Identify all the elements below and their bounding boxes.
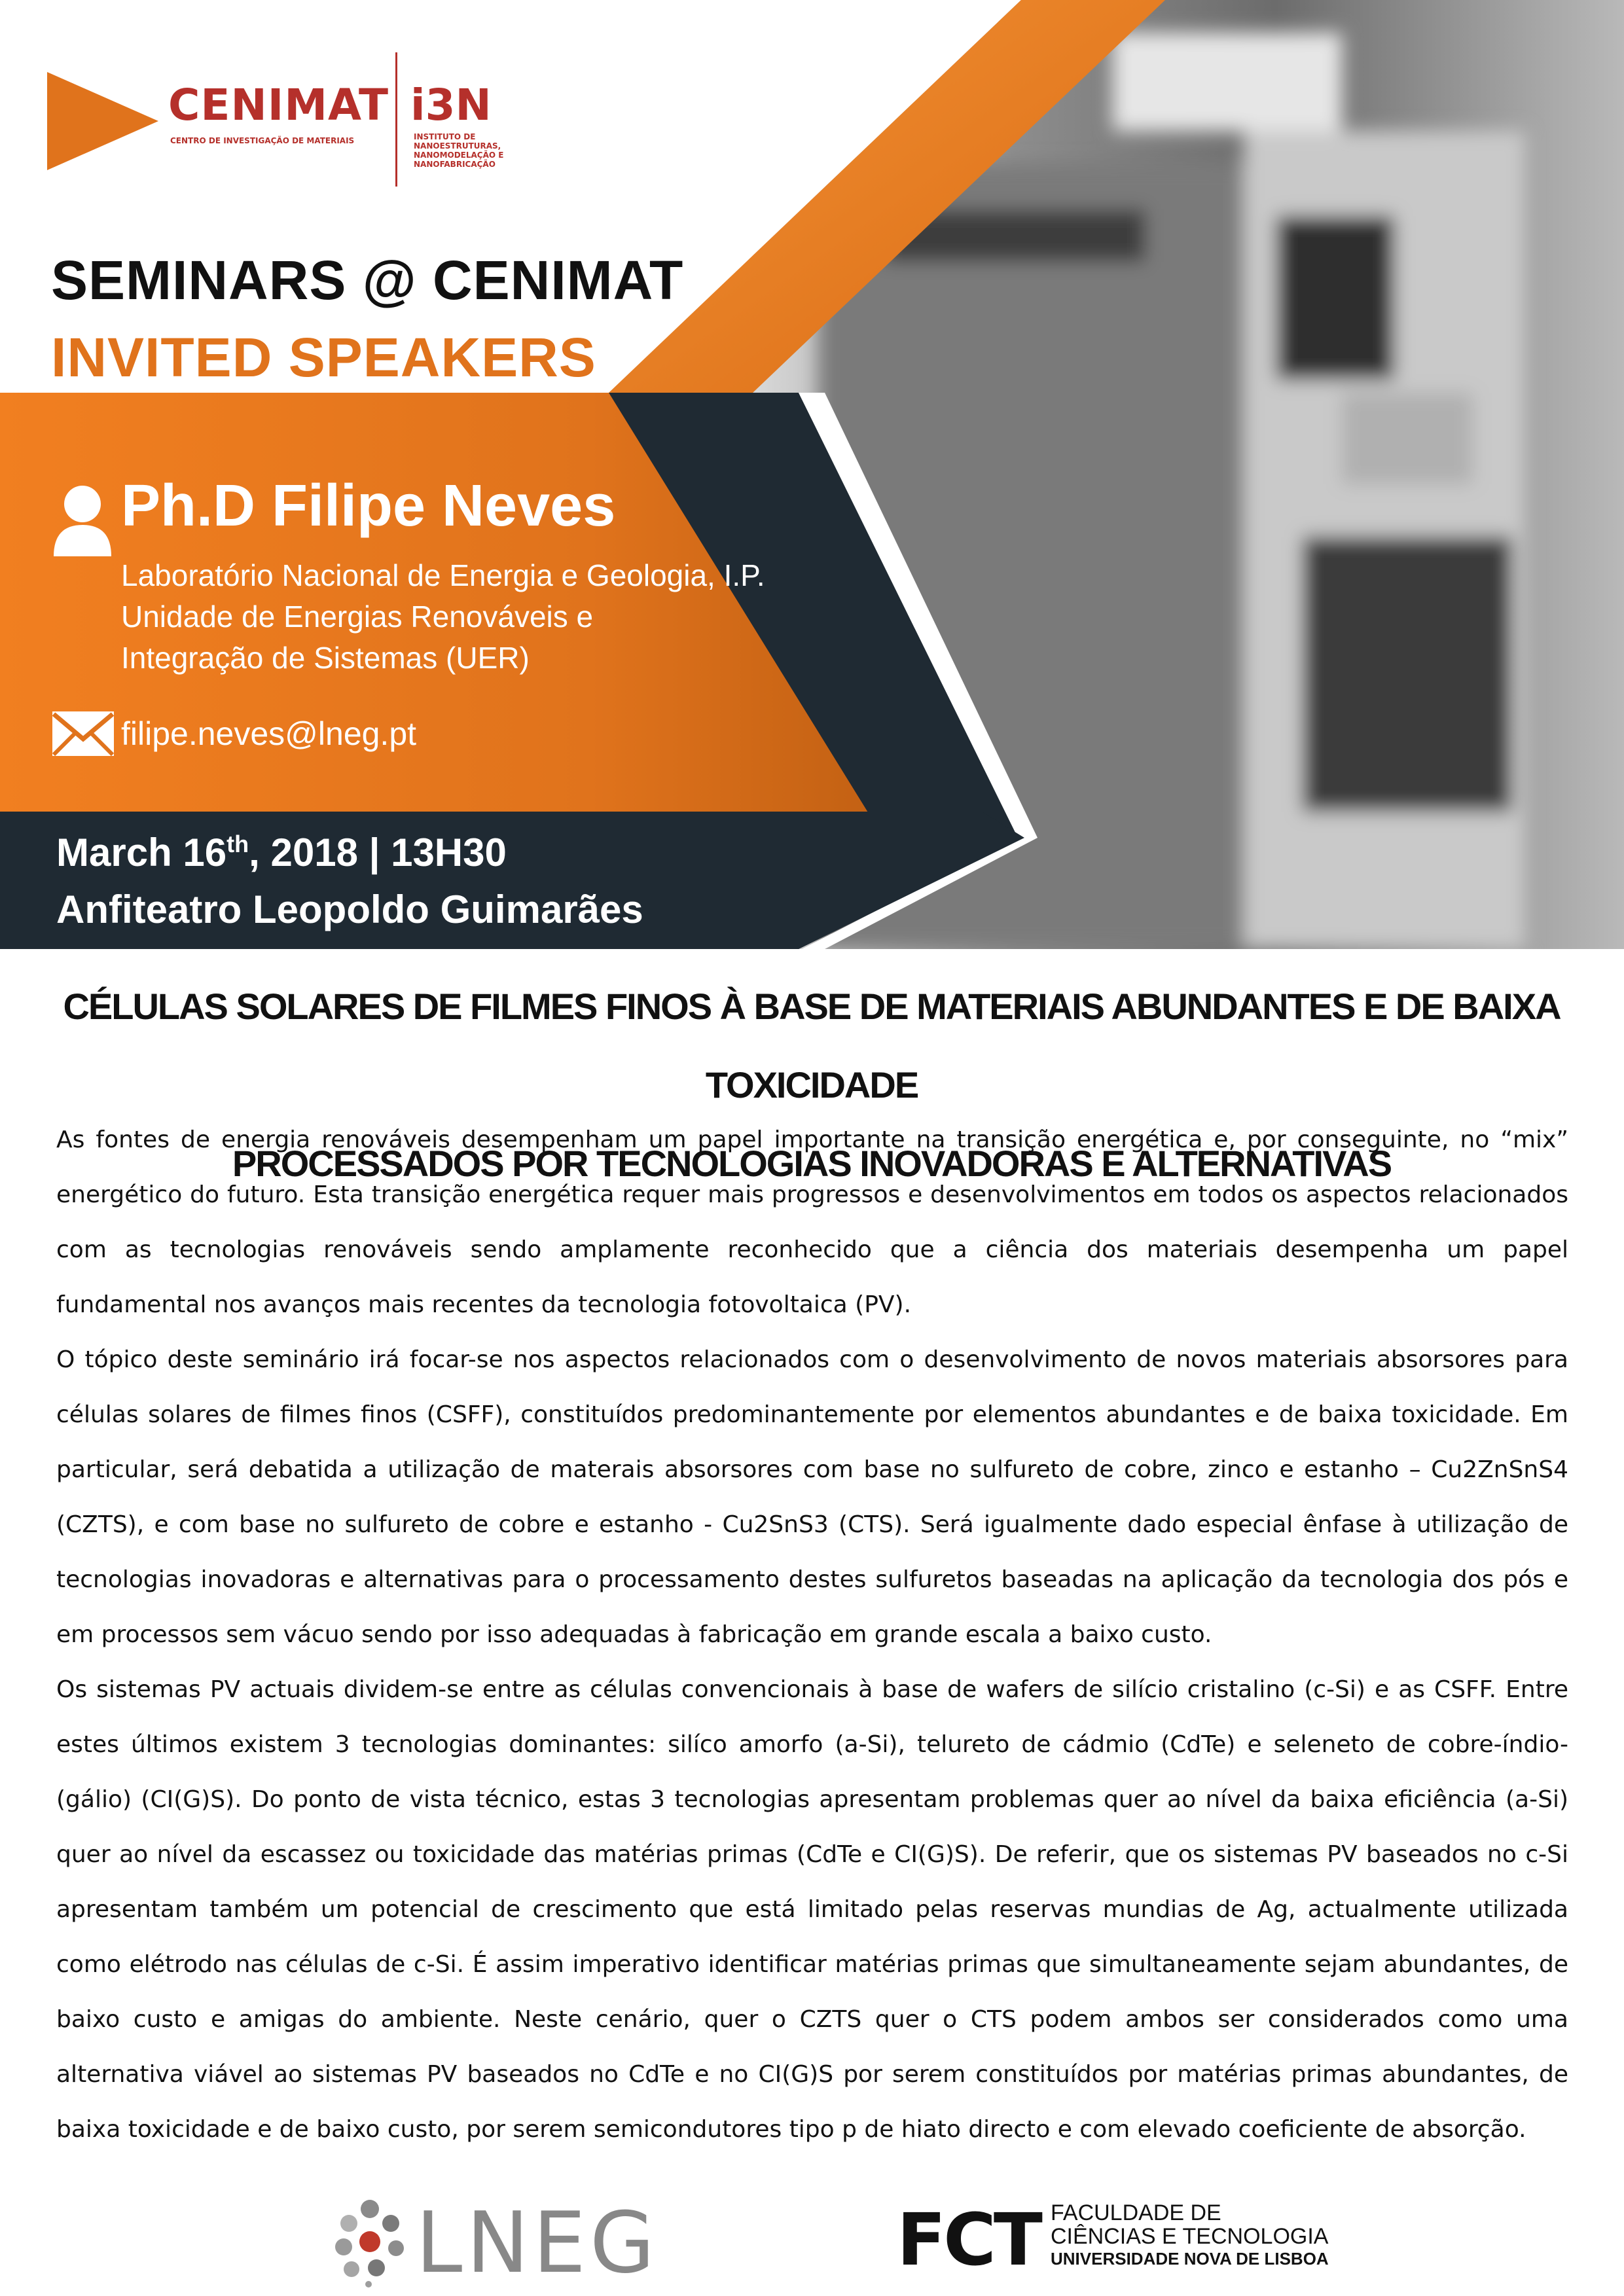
speaker-affiliation-line2: Unidade de Energias Renováveis e bbox=[121, 600, 594, 634]
lneg-dots-icon bbox=[331, 2196, 409, 2287]
cenimat-subtitle: CENTRO DE INVESTIGAÇÃO DE MATERIAIS bbox=[170, 136, 355, 145]
mail-icon bbox=[51, 710, 115, 757]
play-triangle-icon bbox=[47, 72, 158, 170]
lneg-logo bbox=[331, 2195, 659, 2292]
fct-line-3: UNIVERSIDADE NOVA DE LISBOA bbox=[1051, 2249, 1329, 2269]
event-venue: Anfiteatro Leopoldo Guimarães bbox=[56, 888, 643, 931]
event-date-time: , 2018 | 13H30 bbox=[249, 831, 507, 874]
talk-title-line2: PROCESSADOS POR TECNOLOGIAS INOVADORAS E ALTERNATIVAS bbox=[232, 1143, 1392, 1184]
cenimat-name: CENIMAT bbox=[168, 80, 389, 130]
abstract-paragraph-2: O tópico deste seminário irá focar-se nos aspectos relacionados com o desenvolvimento de novos materiais absorsores para células solares de filmes finos (CSFF), constituídos predominantemente por elementos abundantes e de baixa toxicidade. Em particular, será debatida a utilização de materais absorsores com base no sulfureto de cobre, zinco e estanho – Cu2ZnSnS4 (CZTS), e com base no sulfureto de cobre e estanho - Cu2SnS3 (CTS). Será igualmente dado especial ênfase à utilização de tecnologias inovadoras e alternativas para o processamento destes sulfuretos baseadas na aplicação da tecnologia dos pós e em processos sem vácuo sendo por isso adequadas à fabricação em grande escala a baixo custo. bbox=[56, 1346, 1568, 1648]
fct-name: FCT bbox=[897, 2198, 1040, 2282]
event-date-prefix: March 16 bbox=[56, 831, 227, 874]
logo-divider bbox=[395, 52, 397, 187]
person-icon bbox=[51, 483, 114, 556]
i3n-subtitle: INSTITUTO DE NANOESTRUTURAS, NANOMODELAÇÃO E NANOFABRICAÇÃO bbox=[414, 132, 504, 169]
event-date-suffix: th bbox=[226, 831, 249, 857]
abstract-paragraph-3: Os sistemas PV actuais dividem-se entre as células convencionais à base de wafers de silício cristalino (c-Si) e as CSFF. Entre estes últimos existem 3 tecnologias dominantes: silíco amorfo (a-Si), telureto de cádmio (CdTe) e seleneto de cobre-índio-(gálio) (CI(G)S). Do ponto de vista técnico, estas 3 tecnologias apresentam problemas quer ao nível da baixa eficiência (a-Si) quer ao nível da escassez ou toxicidade das matérias primas (CdTe e CI(G)S). De referir, que os sistemas PV baseados no c-Si apresentam também um potencial de crescimento que está limitado pelas reservas mundias de Ag, actualmente utilizada como elétrodo nas células de c-Si. É assim imperativo identificar matérias primas que simultaneamente sejam abundantes, de baixo custo e amigas do ambiente. Neste cenário, quer o CZTS quer o CTS podem ambos ser considerados como uma alternativa viável ao sistemas PV baseados no CdTe e no CI(G)S por serem constituídos por matérias primas abundantes, de baixa toxicidade e de baixo custo, por serem semicondutores tipo p de hiato directo e com elevado coeficiente de absorção. bbox=[56, 1676, 1568, 2143]
talk-title-line1: CÉLULAS SOLARES DE FILMES FINOS À BASE DE MATERIAIS ABUNDANTES E DE BAIXA TOXICIDADE bbox=[63, 986, 1561, 1105]
event-date bbox=[56, 830, 507, 875]
speaker-email[interactable]: filipe.neves@lneg.pt bbox=[121, 715, 417, 752]
speaker-affiliation-line1: Laboratório Nacional de Energia e Geologia, I.P. bbox=[121, 558, 765, 592]
fct-line-2: CIÊNCIAS E TECNOLOGIA bbox=[1051, 2224, 1329, 2249]
abstract bbox=[56, 1113, 1568, 2157]
series-subtitle: INVITED SPEAKERS bbox=[51, 327, 596, 388]
speaker-affiliation-line3: Integração de Sistemas (UER) bbox=[121, 641, 530, 675]
i3n-name: i3N bbox=[410, 80, 492, 130]
abstract-paragraph-1: As fontes de energia renováveis desempenham um papel importante na transição energética e, por conseguinte, no “mix” energético do futuro. Esta transição energética requer mais progressos e desenvolvimentos em todos os aspectos relacionados com as tecnologias renováveis sendo amplamente reconhecido que a ciência dos materiais desempenha um papel fundamental nos avanços mais recentes da tecnologia fotovoltaica (PV). bbox=[56, 1126, 1568, 1318]
fct-line-1: FACULDADE DE bbox=[1051, 2200, 1221, 2225]
fct-logo bbox=[897, 2198, 1329, 2282]
lneg-name: LNEG bbox=[416, 2195, 659, 2292]
cenimat-i3n-logo bbox=[47, 52, 545, 190]
speaker-name: Ph.D Filipe Neves bbox=[121, 473, 616, 539]
series-title: SEMINARS @ CENIMAT bbox=[51, 249, 684, 311]
